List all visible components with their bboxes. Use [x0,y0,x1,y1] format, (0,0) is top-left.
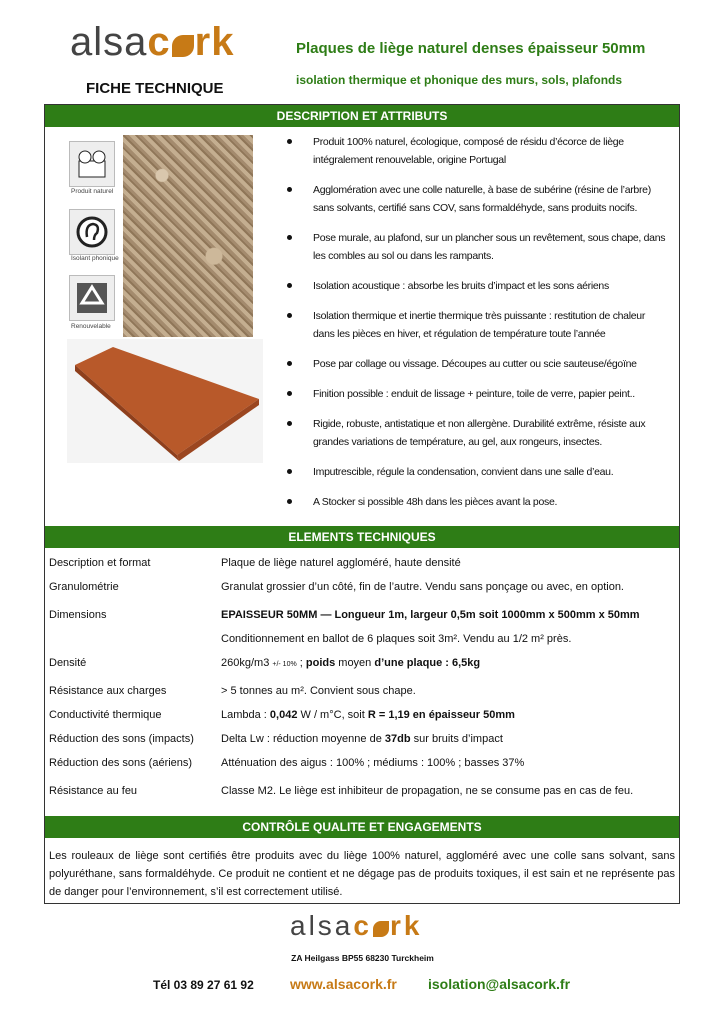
footer-logo-text-1: alsa [290,910,354,941]
list-item: Isolation thermique et inertie thermique très puissante : restitution de chaleur dans les pièces en hiver, et régulation de température toute l’année [281,307,669,343]
list-item: Rigide, robuste, antistatique et non allergène. Durabilité extrême, résiste aux grandes variations de température, au gel, aux rongeurs, insectes. [281,415,669,451]
fiche-technique-label: FICHE TECHNIQUE [86,80,224,97]
row-key: Résistance au feu [49,785,138,797]
list-item: Imputrescible, régule la condensation, convient dans une salle d’eau. [281,463,669,481]
row-key: Description et format [49,557,151,569]
section-description-header: DESCRIPTION ET ATTRIBUTS [45,105,679,127]
row-value: Granulat grossier d’un côté, fin de l’autre. Vendu sans ponçage ou avec, en option. [221,581,624,593]
logo-text-1: alsa [70,20,148,64]
product-subtitle: isolation thermique et phonique des murs, sols, plafonds [296,73,623,87]
footer-logo [290,912,422,940]
icon-label-phonic: Isolant phonique [71,255,119,262]
row-key: Conductivité thermique [49,709,162,721]
row-key: Granulométrie [49,581,119,593]
section-elements-header: ELEMENTS TECHNIQUES [45,526,679,548]
weight-label: poids [305,657,336,669]
row-value: Classe M2. Le liège est inhibiteur de propagation, ne se consume pas en cas de feu. [221,785,634,797]
lambda-label: Lambda : [221,709,270,721]
row-key: Résistance aux charges [49,685,167,697]
oak-leaf-icon [172,35,194,57]
product-title: Plaques de liège naturel denses épaisseur 50mm [296,40,646,57]
oak-leaf-icon [373,921,389,937]
section-quality-header: CONTRÔLE QUALITE ET ENGAGEMENTS [45,816,679,838]
dimensions-value: — Longueur 1m, largeur 0,5m soit 1000mm x 500mm x 50mm [320,609,640,621]
row-key: Dimensions [49,609,107,621]
weight-mid: moyen [335,657,375,669]
lambda-unit: W / m°C, soit [297,709,368,721]
tree-people-icon [69,141,115,187]
impact-label: Delta Lw : réduction moyenne de [221,733,385,745]
row-value [221,657,480,669]
list-item: Isolation acoustique : absorbe les bruits d’impact et les sons aériens [281,277,669,295]
r-value: R = 1,19 en épaisseur 50mm [367,709,515,721]
attribute-list [281,133,669,523]
list-item: Pose par collage ou vissage. Découpes au cutter ou scie sauteuse/égoïne [281,355,669,373]
icon-label-natural: Produit naturel [71,188,114,195]
impact-suffix: sur bruits d’impact [410,733,503,745]
email-link[interactable]: isolation@alsacork.fr [428,976,571,992]
row-value: > 5 tonnes au m². Convient sous chape. [221,685,416,697]
row-value: Atténuation des aigus : 100% ; médiums : 100% ; basses 37% [221,757,525,769]
row-key: Densité [49,657,87,669]
row-key: Réduction des sons (impacts) [49,733,194,745]
quality-text: Les rouleaux de liège sont certifiés être produits avec du liège 100% naturel, aggloméré avec une colle sans solvant, sans polyuréthane, sans formaldéhyde. Ce produit ne contient et ne dégage pas de produits toxiques, il est sain et ne représente pas de danger pour l’environnement, s’il est correctement utilisé. [49,850,675,898]
content-frame [44,104,680,904]
row-value: Plaque de liège naturel aggloméré, haute densité [221,557,461,569]
row-value [221,609,640,621]
footer-logo-text-2: c [353,910,372,941]
list-item: Produit 100% naturel, écologique, composé de résidu d’écorce de liège intégralement renouvelable, origine Portugal [281,133,669,169]
address: ZA Heilgass BP55 68230 Turckheim [291,953,434,963]
logo-text-2: c [147,20,171,64]
lambda-value: 0,042 [269,709,298,721]
separator: ; [296,657,306,669]
row-value [221,733,503,745]
density-value: 260kg/m3 [221,657,270,669]
phone-number[interactable]: Tél 03 89 27 61 92 [153,978,254,992]
list-item: A Stocker si possible 48h dans les pièces avant la pose. [281,493,669,511]
impact-value: 37db [384,733,411,745]
list-item: Finition possible : enduit de lissage + peinture, toile de verre, papier peint.. [281,385,669,403]
list-item: Pose murale, au plafond, sur un plancher sous un revêtement, sous chape, dans les combles au sol ou dans les rampants. [281,229,669,265]
row-value: Conditionnement en ballot de 6 plaques soit 3m². Vendu au 1/2 m² près. [221,633,572,645]
list-item: Agglomération avec une colle naturelle, à base de subérine (résine de l’arbre) sans solvants, certifié sans COV, sans formaldéhyde, sans produits nocifs. [281,181,669,217]
row-value [221,709,515,721]
recycle-icon [69,275,115,321]
density-tolerance: +/- 10% [272,661,297,668]
logo-text-3: rk [194,20,235,64]
cork-texture-photo [123,135,253,337]
brand-logo [70,22,234,62]
row-key: Réduction des sons (aériens) [49,757,193,769]
icon-label-renewable: Renouvelable [71,323,111,330]
ear-icon [69,209,115,255]
weight-value: d’une plaque : 6,5kg [374,657,481,669]
footer-logo-text-3: rk [389,910,423,941]
website-link[interactable]: www.alsacork.fr [290,976,397,992]
cork-board-photo [67,339,263,463]
thickness-label: EPAISSEUR 50MM [221,609,318,621]
